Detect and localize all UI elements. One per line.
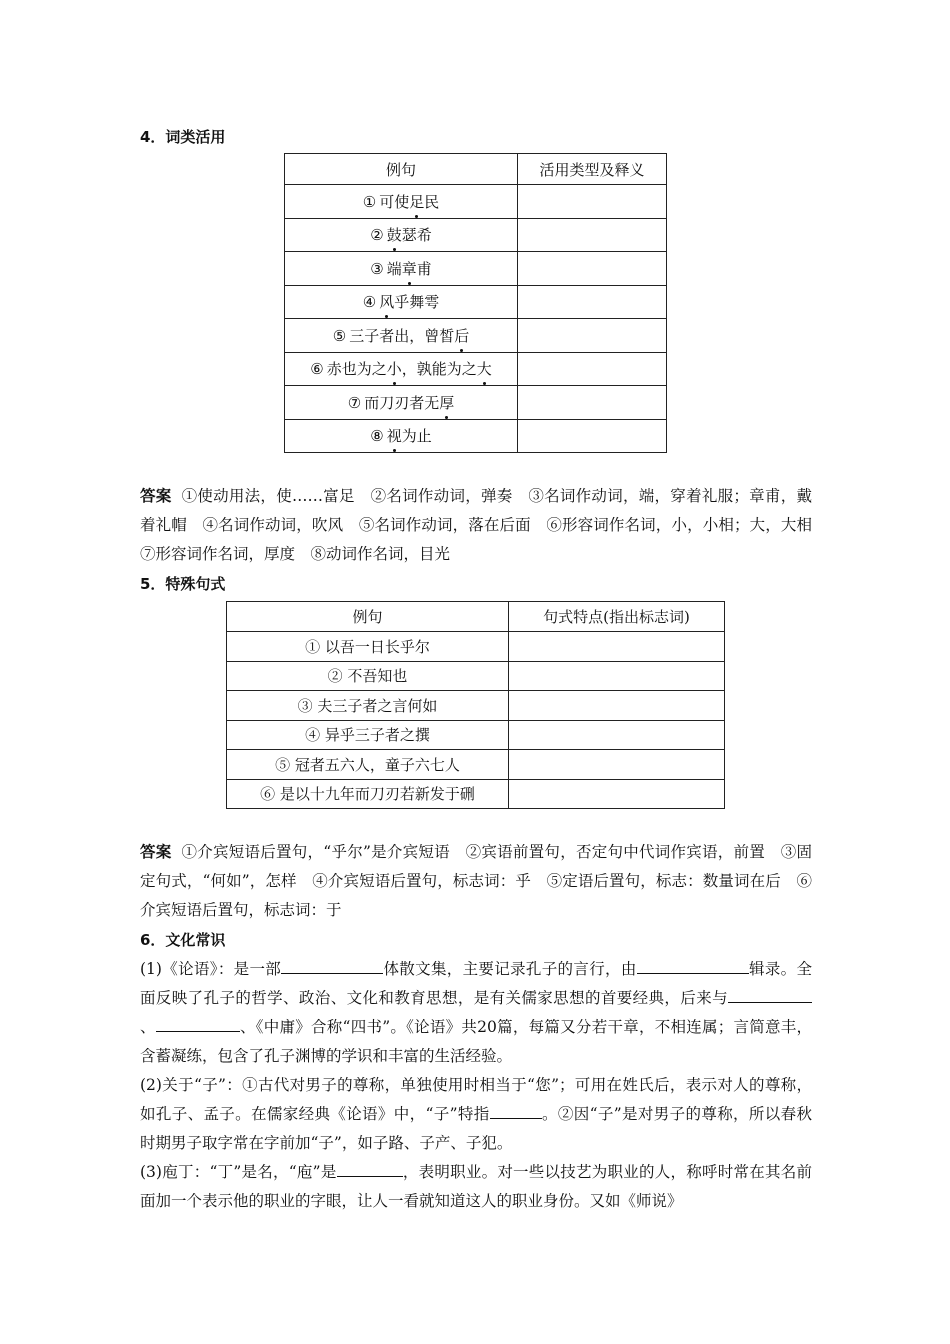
- fill-blank[interactable]: [281, 955, 383, 974]
- emphasized-char: 鼓: [386, 226, 402, 245]
- emphasized-char: 章: [401, 259, 417, 278]
- example-cell: [285, 252, 518, 286]
- table-row: [227, 750, 725, 780]
- answer-text: ①使动用法，使……富足 ②名词作动词，弹奏 ③名词作动词，端，穿着礼服；章甫，戴着礼帽 ④名词作动词，吹风 ⑤名词作动词，落在后面 ⑥形容词作名词，小，小相；大，大相 ⑦形容词作名词，厚度 ⑧动词作名词，目光: [140, 487, 828, 563]
- example-text: 赤也为之: [326, 360, 387, 379]
- fill-blank[interactable]: [637, 955, 749, 974]
- example-text: 甫: [416, 259, 432, 278]
- example-cell: [285, 352, 518, 386]
- fill-blank[interactable]: [337, 1158, 403, 1177]
- table-row: [285, 185, 667, 219]
- answer-label: 答案: [140, 487, 172, 505]
- example-cell: [285, 386, 518, 420]
- example-text: 民: [424, 192, 440, 211]
- answer-cell[interactable]: [518, 218, 667, 252]
- example-text: ，孰能为之: [401, 360, 477, 379]
- example-cell: ① 以吾一日长乎尔: [227, 632, 509, 662]
- example-cell: [285, 185, 518, 219]
- row-number: ⑦: [347, 393, 362, 412]
- example-text: 乎舞雩: [394, 293, 440, 312]
- answer-cell[interactable]: [518, 386, 667, 420]
- row-number: ⑧: [370, 427, 384, 446]
- answer-cell[interactable]: [509, 779, 725, 809]
- answer-cell[interactable]: [518, 352, 667, 386]
- example-cell: ③ 夫三子者之言何如: [227, 691, 509, 721]
- row-number: ①: [362, 192, 377, 211]
- fill-blank[interactable]: [156, 1013, 240, 1032]
- example-text: 端: [386, 259, 402, 278]
- table-row: [285, 252, 667, 286]
- example-cell: [285, 319, 518, 353]
- example-cell: ② 不吾知也: [227, 661, 509, 691]
- row-number: ⑥: [310, 360, 324, 379]
- table-row: [285, 419, 667, 453]
- example-text: 三子者出，曾皙: [349, 326, 455, 345]
- table-header-example: 例句: [227, 602, 509, 632]
- word-class-table: [284, 153, 667, 453]
- table-row: [227, 691, 725, 721]
- table-header-feature: 句式特点(指出标志词): [509, 602, 725, 632]
- example-cell: [285, 218, 518, 252]
- example-cell: [285, 419, 518, 453]
- answer-cell[interactable]: [518, 252, 667, 286]
- table-row: [227, 720, 725, 750]
- answer-cell[interactable]: [518, 419, 667, 453]
- fill-blank[interactable]: [490, 1100, 542, 1119]
- table-row: [285, 352, 667, 386]
- row-number: ⑤: [332, 326, 347, 345]
- row-number: ④: [362, 293, 377, 312]
- culture-paragraph-1: (1)《论语》：是一部 体散文集，主要记录孔子的言行，由 辑录。全面反映了孔子的哲学、政治、文化和教育思想，是有关儒家思想的首要经典，后来与、 、《中庸》合称“四书”。《论语》共20篇，每篇又分若干章，不相连属；言简意丰，含蓄凝练，包含了孔子渊博的学识和丰富的生活经验。: [140, 955, 812, 1071]
- emphasized-char: 厚: [439, 393, 455, 412]
- answer-text: ①介宾短语后置句，“乎尔”是介宾短语 ②宾语前置句，否定句中代词作宾语，前置 ③固定句式，“何如”，怎样 ④介宾短语后置句，标志词：乎 ⑤定语后置句，标志：数量词在后 ⑥介宾短语后置句，标志词：于: [140, 843, 812, 919]
- table-row: [227, 779, 725, 809]
- answer-cell[interactable]: [509, 632, 725, 662]
- section-5-answer: [140, 838, 812, 925]
- table-row: [285, 285, 667, 319]
- emphasized-char: 足: [409, 192, 425, 211]
- answer-cell[interactable]: [509, 661, 725, 691]
- table-row: [285, 218, 667, 252]
- table-header-type: 活用类型及释义: [518, 154, 667, 185]
- section-4-answer: [140, 482, 828, 569]
- table-row: [285, 386, 667, 420]
- example-text: 瑟希: [401, 226, 432, 245]
- answer-label: 答案: [140, 843, 172, 861]
- example-cell: ⑤ 冠者五六人，童子六七人: [227, 750, 509, 780]
- section-5-heading: 5．特殊句式: [140, 575, 226, 593]
- answer-cell[interactable]: [518, 285, 667, 319]
- section-4-heading: 4．词类活用: [140, 128, 226, 146]
- example-text: 可使: [379, 192, 410, 211]
- answer-cell[interactable]: [509, 691, 725, 721]
- table-header-example: 例句: [285, 154, 518, 185]
- example-cell: [285, 285, 518, 319]
- example-text: 而刀刃者无: [364, 393, 440, 412]
- row-number: ③: [370, 259, 384, 278]
- emphasized-char: 风: [379, 293, 395, 312]
- culture-paragraph-2: (2)关于“子”：①古代对男子的尊称，单独使用时相当于“您”；可用在姓氏后，表示对人的尊称，如孔子、孟子。在儒家经典《论语》中，“子”特指 。②因“子”是对男子的尊称，所以春秋时期男子取字常在字前加“子”，如子路、子产、子犯。: [140, 1076, 812, 1152]
- emphasized-char: 大: [476, 360, 492, 379]
- answer-cell[interactable]: [509, 750, 725, 780]
- emphasized-char: 视: [386, 427, 402, 446]
- fill-blank[interactable]: [728, 984, 812, 1003]
- example-cell: ④ 异乎三子者之撰: [227, 720, 509, 750]
- section-6-heading: 6．文化常识: [140, 931, 226, 949]
- table-row: [227, 661, 725, 691]
- example-cell: ⑥ 是以十九年而刀刃若新发于硎: [227, 779, 509, 809]
- table-row: [285, 319, 667, 353]
- row-number: ②: [370, 226, 384, 245]
- sentence-pattern-table: [226, 601, 725, 809]
- answer-cell[interactable]: [509, 720, 725, 750]
- emphasized-char: 小: [386, 360, 402, 379]
- table-row: [227, 632, 725, 662]
- culture-paragraph-3: (3)庖丁：“丁”是名，“庖”是 ，表明职业。对一些以技艺为职业的人，称呼时常在其名前面加一个表示他的职业的字眼，让人一看就知道这人的职业身份。又如《师说》: [140, 1158, 812, 1216]
- example-text: 为止: [401, 427, 432, 446]
- emphasized-char: 后: [454, 326, 470, 345]
- answer-cell[interactable]: [518, 185, 667, 219]
- answer-cell[interactable]: [518, 319, 667, 353]
